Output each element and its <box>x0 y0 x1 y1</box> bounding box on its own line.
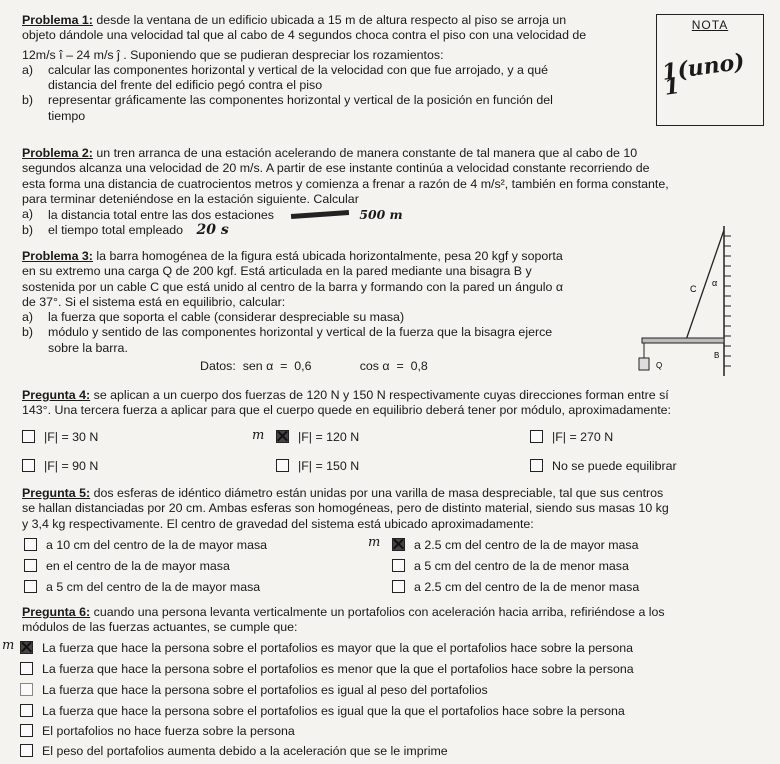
question-4-line-1: se aplican a un cuerpo dos fuerzas de 120 N y 150 N respectivamente cuyas direcciones forman entre sí <box>93 388 669 402</box>
problem-1-a-1: calcular las componentes horizontal y vertical de la velocidad con que fue arrojado, y a qué <box>48 62 549 77</box>
problem-3-b-label: b) <box>22 325 34 340</box>
question-4-line-2: 143°. Una tercera fuerza a aplicar para que el cuerpo quede en equilibrio deberá tener por módulo, aproximadamente: <box>22 403 671 418</box>
question-6-title: Pregunta 6: <box>22 605 91 619</box>
question-4-option[interactable] <box>22 430 98 445</box>
problem-2-line-4: para terminar deteniéndose en la estación siguiente. Calcular <box>22 191 359 206</box>
question-6-option-label: El portafolios no hace fuerza sobre la persona <box>42 724 295 738</box>
question-4-option-label: |F| = 120 N <box>298 430 360 444</box>
problem-2-b-label: b) <box>22 223 34 238</box>
question-4 <box>22 388 740 419</box>
problem-2-line-1: un tren arranca de una estación acelerando de manera constante de tal manera que al cabo de 10 <box>96 146 638 160</box>
problem-2-title: Problema 2: <box>22 146 93 160</box>
problem-1-title: Problema 1: <box>22 13 93 27</box>
question-5 <box>22 486 740 532</box>
question-6-option[interactable] <box>20 662 634 677</box>
question-4-option[interactable] <box>276 430 359 445</box>
question-5-mark: m <box>368 535 381 550</box>
checkbox-checked[interactable] <box>392 538 405 551</box>
problem-1-b-label: b) <box>22 93 34 108</box>
problem-1-a-2: distancia del frente del edificio pegó contra el piso <box>48 78 323 93</box>
problem-2-b-handwritten: 20 s <box>196 223 229 239</box>
beam-rect <box>642 338 724 343</box>
question-4-option[interactable] <box>276 459 359 474</box>
problem-2-line-2: segundos alcanza una velocidad de 20 m/s. A partir de ese instante continúa a velocidad constante recorriendo de <box>22 161 650 176</box>
problem-2-b: el tiempo total empleado <box>48 223 184 238</box>
problem-3-title: Problema 3: <box>22 249 93 263</box>
checkbox[interactable] <box>20 724 33 737</box>
problem-3-data: Datos: sen α = 0,6 cos α = 0,8 <box>200 359 428 374</box>
question-6 <box>22 605 740 636</box>
question-6-option[interactable] <box>20 724 295 739</box>
checkbox[interactable] <box>530 459 543 472</box>
question-4-title: Pregunta 4: <box>22 388 91 402</box>
question-5-option-label: en el centro de la de mayor masa <box>46 559 230 573</box>
problem-1-a-label: a) <box>22 62 34 77</box>
load-box <box>639 358 649 370</box>
problem-3 <box>22 249 634 374</box>
problem-1-line-1: desde la ventana de un edificio ubicada a 15 m de altura respecto al piso se arroja un <box>96 13 567 27</box>
problem-2 <box>22 146 740 239</box>
checkbox[interactable] <box>24 538 37 551</box>
checkbox-checked[interactable] <box>20 641 33 654</box>
hinge-label: B <box>714 351 720 360</box>
checkbox[interactable] <box>392 559 405 572</box>
question-5-option-label: a 5 cm del centro de la de mayor masa <box>46 580 261 594</box>
question-4-option-label: |F| = 30 N <box>44 430 99 444</box>
checkbox[interactable] <box>20 704 33 717</box>
question-5-line-3: y 3,4 kg respectivamente. El centro de gravedad del sistema está ubicado aproximadamente: <box>22 516 534 531</box>
question-5-option[interactable] <box>24 580 260 595</box>
problem-3-line-1: la barra homogénea de la figura está ubicada horizontalmente, pesa 20 kgf y soporta <box>96 249 563 263</box>
question-6-option[interactable] <box>20 704 625 719</box>
question-5-option-label: a 10 cm del centro de la de mayor masa <box>46 538 268 552</box>
problem-3-a-label: a) <box>22 310 34 325</box>
problem-2-line-3: esta forma una distancia de cuatrocientos metros y comienza a frenar a razón de 4 m/s², también en forma constante, <box>22 176 669 191</box>
question-5-option[interactable] <box>392 580 639 595</box>
grade-handwritten: 1(uno) 1 <box>660 48 747 102</box>
checkbox[interactable] <box>20 683 33 696</box>
checkbox[interactable] <box>22 430 35 443</box>
problem-3-b-1: módulo y sentido de las componentes horizontal y vertical de la fuerza que la bisagra ejerce <box>48 325 553 340</box>
problem-1-line-2: objeto dándole una velocidad tal que al cabo de 4 segundos choca contra el piso con una velocidad de <box>22 28 587 43</box>
question-4-option[interactable] <box>22 459 98 474</box>
question-6-line-1: cuando una persona levanta verticalmente un portafolios con aceleración hacia arriba, refiriéndose a los <box>93 605 665 619</box>
question-6-option-label: La fuerza que hace la persona sobre el portafolios es mayor que la que el portafolios hace sobre la persona <box>42 641 633 655</box>
question-6-mark: m <box>2 638 15 653</box>
checkbox[interactable] <box>20 744 33 757</box>
checkbox[interactable] <box>24 559 37 572</box>
question-6-option-label: El peso del portafolios aumenta debido a la aceleración que se le imprime <box>42 744 448 758</box>
problem-1-line-3: 12m/s î – 24 m/s ĵ . Suponiendo que se pudieran despreciar los rozamientos: <box>22 47 444 62</box>
cable-label: C <box>690 284 697 294</box>
question-5-option-label: a 2.5 cm del centro de la de menor masa <box>414 580 640 594</box>
checkbox[interactable] <box>276 459 289 472</box>
wall-hatching <box>724 236 731 366</box>
question-4-option-label: |F| = 270 N <box>552 430 614 444</box>
checkbox[interactable] <box>392 580 405 593</box>
problem-3-line-4: de 37°. Si el sistema está en equilibrio, calcular: <box>22 294 286 309</box>
question-6-line-2: módulos de las fuerzas actuantes, se cumple que: <box>22 620 298 635</box>
problem-2-a: la distancia total entre las dos estaciones <box>48 208 274 223</box>
grade-box <box>656 14 764 126</box>
problem-1 <box>22 13 646 124</box>
question-4-option[interactable] <box>530 459 677 474</box>
load-label: Q <box>656 361 663 370</box>
problem-2-a-handwritten: 500 m <box>359 207 403 223</box>
question-5-title: Pregunta 5: <box>22 486 91 500</box>
checkbox[interactable] <box>22 459 35 472</box>
question-5-option-label: a 2.5 cm del centro de la de mayor masa <box>414 538 639 552</box>
question-5-option-label: a 5 cm del centro de la de menor masa <box>414 559 629 573</box>
question-4-option[interactable] <box>530 430 613 445</box>
problem-3-b-2: sobre la barra. <box>48 340 128 355</box>
question-5-option[interactable] <box>392 559 629 574</box>
question-6-option[interactable] <box>20 744 448 759</box>
problem-3-a: la fuerza que soporta el cable (considerar despreciable su masa) <box>48 310 405 325</box>
question-6-option-label: La fuerza que hace la persona sobre el portafolios es igual al peso del portafolios <box>42 683 488 697</box>
question-6-option-label: La fuerza que hace la persona sobre el portafolios es menor que la que el portafolios hace sobre la persona <box>42 662 634 676</box>
question-5-option[interactable] <box>24 538 267 553</box>
beam-diagram <box>636 226 734 382</box>
question-6-option-label: La fuerza que hace la persona sobre el portafolios es igual que la que el portafolios hace sobre la persona <box>42 704 625 718</box>
question-4-option-label: No se puede equilibrar <box>552 459 677 473</box>
scribble-mark <box>291 210 349 219</box>
alpha-label: α <box>712 278 718 288</box>
question-4-option-label: |F| = 90 N <box>44 459 99 473</box>
checkbox[interactable] <box>24 580 37 593</box>
problem-1-b-1: representar gráficamente las componentes horizontal y vertical de la posición en función del <box>48 93 553 108</box>
question-6-option[interactable] <box>20 683 488 698</box>
question-4-option-label: |F| = 150 N <box>298 459 360 473</box>
question-5-option[interactable] <box>24 559 230 574</box>
checkbox[interactable] <box>20 662 33 675</box>
problem-3-line-2: en su extremo una carga Q de 200 kgf. Está articulada en la pared mediante una bisagra B y <box>22 264 532 279</box>
question-5-line-1: dos esferas de idéntico diámetro están unidas por una varilla de masa despreciable, tal que sus centros <box>93 486 664 500</box>
problem-3-line-3: sostenida por un cable C que está unido al centro de la barra y formando con la pared un ángulo α <box>22 279 564 294</box>
checkbox-checked[interactable] <box>276 430 289 443</box>
question-6-option[interactable] <box>20 641 633 656</box>
problem-1-b-2: tiempo <box>48 108 86 123</box>
question-5-line-2: se hallan distanciadas por 20 cm. Ambas esferas son homogéneas, pero de distinto material, siendo sus masas 10 kg <box>22 501 669 516</box>
question-4-mark: m <box>252 428 265 443</box>
question-5-option[interactable] <box>392 538 639 553</box>
problem-2-a-label: a) <box>22 207 34 222</box>
checkbox[interactable] <box>530 430 543 443</box>
grade-box-label: NOTA <box>691 18 729 32</box>
